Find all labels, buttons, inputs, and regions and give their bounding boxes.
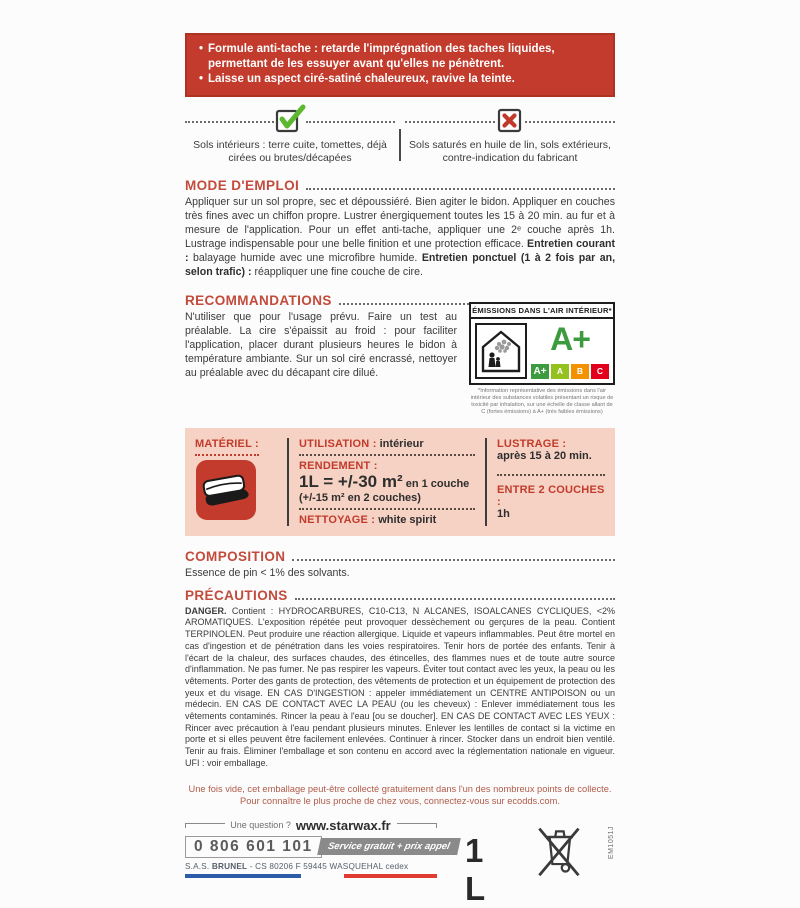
dotted-line: [299, 508, 475, 510]
benefit-item: [199, 42, 603, 72]
benefit-text: Laisse un aspect ciré-satiné chaleureux, ravive la teinte.: [208, 72, 515, 85]
dotted-line: [306, 121, 395, 123]
footer: [185, 818, 615, 908]
suitable-column: [185, 107, 395, 165]
phone-badge: Service gratuit + prix appel: [317, 838, 460, 855]
unsuitable-text: Sols saturés en huile de lin, sols extérieurs, contre-indication du fabricant: [409, 138, 611, 164]
scale-b: B: [571, 364, 589, 379]
materiel-column: [195, 438, 287, 526]
emissions-grade: A+: [550, 320, 590, 357]
nettoyage-value: white spirit: [378, 513, 437, 526]
dotted-leader: [292, 559, 615, 561]
divider: [399, 129, 401, 161]
precautions-text: DANGER. Contient : HYDROCARBURES, C10-C13, N ALCANES, ISOALCANES CYCLIQUES, <2% AROMATIQUES. L'exposition répétée peut provoquer dessèchement ou gerçures de la peau. Contient TERPINOLEN. Peut produire une réaction allergique. Liquide et vapeurs inflammables. Peut être mortel en cas d'ingestion et de pénétration dans les voies respiratoires. Tenir hors de portée des enfants. Tenir à l'écart de la chaleur, des surfaces chaudes, des étincelles, des flammes nues et de toute autre source d'inflammation. Ne pas fumer. Ne pas respirer les vapeurs. Éviter tout contact avec les yeux, la peau ou les vêtements. Porter des gants de protection, des vêtements de protection et un équipement de protection des yeux et du visage. EN CAS D'INGESTION : appeler immédiatement un CENTRE ANTIPOISON ou un médecin. EN CAS DE CONTACT AVEC LA PEAU (ou les cheveux) : Enlever immédiatement tous les vêtements contaminés. Rincer la peau à l'eau [ou se doucher]. EN CAS DE CONTACT AVEC LES YEUX : Rincer avec précaution à l'eau pendant plusieurs minutes. Enlever les lentilles de contact si la victime en porte et si elles peuvent être facilement enlevées. Continuer à rincer. Stocker dans un endroit bien ventilé. Tenir au frais. Éliminer l'emballage et son contenu en accord avec la réglementation nationale en vigueur. UFI : voir emballage.: [185, 605, 615, 768]
dotted-line: [405, 121, 495, 123]
nettoyage-label: NETTOYAGE :: [299, 513, 376, 526]
emissions-rating: [469, 302, 615, 416]
recycling-note: Une fois vide, cet emballage peut-être collecté gratuitement dans l'un des nombreux points de collecte. Pour connaître le plus proche de chez vous, connectez-vous sur ecodds.com.: [188, 784, 612, 807]
mode-emploi-text: Appliquer sur un sol propre, sec et dépoussiéré. Bien agiter le bidon. Appliquer en couches très fines avec un chiffon propre. Lustrer énergiquement toutes les 15 à 20 min. au fur et à mesure de l'application. Pour un effet anti-tache, appliquer une 2ᵉ couche après 1h. Lustrage indispensable pour une belle finition et une protection efficace. Entretien courant : balayage humide avec une microfibre humide. Entretien ponctuel (1 à 2 fois par an, selon trafic) : réappliquer une fine couche de cire.: [185, 196, 616, 278]
question-label: Une question ?: [230, 820, 291, 831]
dotted-line: [299, 454, 475, 456]
waste-bin-icon: [530, 820, 586, 887]
rendement-main: 1L = +/-30 m²: [299, 471, 403, 491]
suitability-row: [185, 107, 615, 165]
bracket-line: [397, 823, 437, 828]
side-reference-code: EM1051J: [608, 825, 615, 859]
section-composition-header: [185, 549, 615, 564]
emissions-scale: [531, 364, 609, 379]
utilisation-value: intérieur: [379, 437, 424, 450]
volume-label: 1 L: [465, 831, 488, 907]
scale-c: C: [591, 364, 609, 379]
house-icon: [475, 323, 527, 379]
cross-icon: [495, 104, 525, 139]
lustrage-label: LUSTRAGE :: [497, 437, 567, 450]
entre-couches-label: ENTRE 2 COUCHES :: [497, 483, 605, 508]
website-link[interactable]: www.starwax.fr: [295, 817, 391, 833]
rendement-note: (+/-15 m² en 2 couches): [299, 491, 421, 504]
towel-icon: [195, 460, 287, 523]
rendement-suffix: en 1 couche: [405, 477, 470, 490]
dotted-leader: [339, 303, 489, 305]
section-mode-emploi-header: [185, 178, 615, 193]
dotted-leader: [295, 598, 615, 600]
entre-couches-value: 1h: [497, 507, 510, 520]
benefits-box: [185, 33, 615, 97]
section-title: RECOMMANDATIONS: [185, 292, 332, 308]
bullet-icon: •: [199, 72, 204, 85]
company-address: S.A.S. BRUNEL - CS 80206 F 59445 WASQUEHAL cedex: [185, 861, 409, 871]
dotted-leader: [306, 188, 615, 190]
usage-column: [289, 438, 485, 526]
phone-number: 0 806 601 101: [185, 836, 322, 858]
materiel-label: MATÉRIEL :: [195, 437, 259, 450]
check-icon: [274, 104, 306, 139]
suitable-text: Sols intérieurs : terre cuite, tomettes, déjà cirées ou brutes/décapées: [193, 138, 387, 164]
section-title: COMPOSITION: [185, 548, 286, 564]
flag-red-stripe: [344, 874, 437, 878]
utilisation-label: UTILISATION :: [299, 437, 377, 450]
dotted-line: [497, 474, 605, 476]
section-title: MODE D'EMPLOI: [185, 178, 300, 194]
danger-label: DANGER.: [185, 605, 227, 616]
timing-column: [487, 438, 605, 526]
section-precautions-header: [185, 588, 615, 603]
recommandations-row: [185, 305, 615, 416]
unsuitable-column: [405, 107, 615, 165]
composition-text: Essence de pin < 1% des solvants.: [185, 566, 350, 579]
specs-panel: [185, 428, 615, 536]
dotted-line: [525, 121, 615, 123]
bullet-icon: •: [199, 43, 204, 55]
bracket-line: [185, 823, 225, 828]
scale-a-plus: A+: [531, 364, 549, 379]
emissions-title: ÉMISSIONS DANS L'AIR INTÉRIEUR*: [471, 304, 613, 319]
product-label: [185, 0, 615, 908]
scale-a: A: [551, 364, 569, 379]
section-title: PRÉCAUTIONS: [185, 587, 288, 603]
flag-blue-stripe: [185, 874, 301, 878]
lustrage-value: après 15 à 20 min.: [497, 449, 592, 462]
dotted-line: [195, 454, 259, 456]
benefit-text: Formule anti-tache : retarde l'imprégnation des taches liquides, permettant de les essuyer avant qu'elles ne pénètrent.: [208, 43, 555, 70]
contact-block: [185, 817, 451, 878]
rendement-label: RENDEMENT :: [299, 459, 378, 472]
emissions-footnote: *Information représentative des émissions dans l'air intérieur des substances volatiles présentant un risque de toxicité par inhalation, sur une échelle de classe allant de C (fortes émissions) à A+ (très faibles émissions): [470, 387, 614, 415]
french-flag-bar: [185, 874, 437, 878]
dotted-line: [185, 121, 274, 123]
recommandations-text: N'utiliser que pour l'usage prévu. Faire un test au préalable. La cire s'épaissit au froid : pour faciliter l'application, placer durant plusieurs heures le bidon à température ambiante. Sur un sol ciré encrassé, nettoyer au préalable avec du décapant cire dilué.: [185, 310, 457, 379]
benefit-item: [199, 72, 603, 87]
